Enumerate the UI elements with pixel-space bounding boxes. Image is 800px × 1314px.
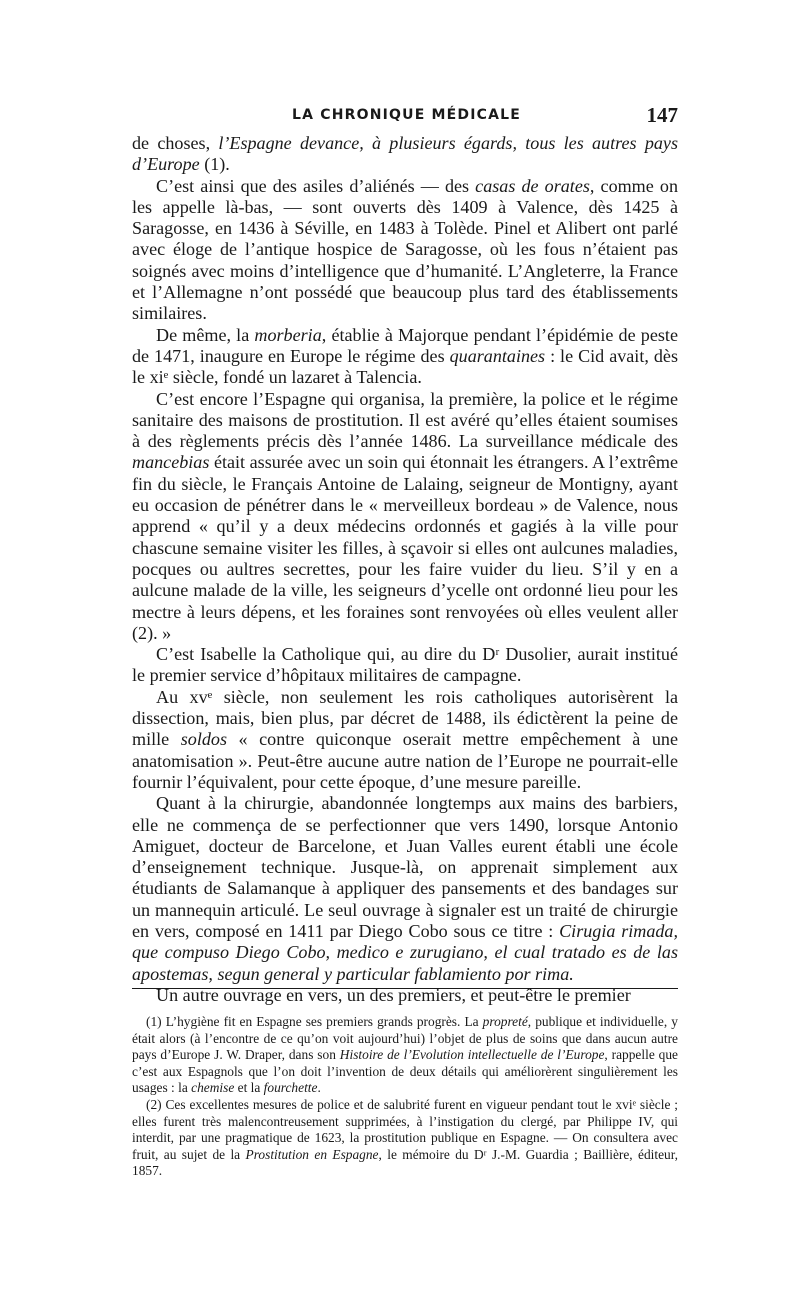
italic-run: fourchette bbox=[263, 1080, 318, 1096]
paragraph-6 bbox=[132, 687, 678, 793]
paragraph-3 bbox=[132, 325, 678, 389]
text-run: était assurée avec un soin qui étonnait les étrangers. A l’extrême fin du siècle, le Français Antoine de Lalaing, seigneur de Montigny, ayant eu occasion de pénétrer dans le « merveilleux bordeau » de Valence, nous apprend « qu’il y a deux médecins ordonnés et gagiés à la ville pour chascune semaine visiter les filles, à sçavoir si elles ont aulcunes maladies, pocques ou aultres secrettes, pour les faire vuider du lieu. S’il y en a aulcune malade de la ville, les seigneurs d’ycelle ont ordonné lieu pour les mectre à leurs dépens, et les foraines sont renvoyées où elles veulent aller (2). » bbox=[132, 452, 678, 643]
body-text bbox=[132, 133, 678, 1006]
page-header bbox=[132, 103, 678, 131]
italic-run: Prostitution en Espagne bbox=[245, 1146, 379, 1162]
paragraph-1 bbox=[132, 133, 678, 176]
text-run: C’est encore l’Espagne qui organisa, la première, la police et le régime sanitaire des maisons de prostitution. Il est avéré qu’elles étaient soumises à des règlements précis dès l’année 1486. La surveillance médicale des bbox=[132, 388, 678, 452]
text-run: C’est ainsi que des asiles d’aliénés — des bbox=[156, 175, 476, 196]
text-run: : le Cid avait, dès le xiᵉ siècle, fondé un lazaret à Talencia. bbox=[132, 345, 678, 388]
text-run: , publique et individuelle, y était alors (à l’encontre de ce qu’on voit aujourd’hui) l’objet de plus de soins que dans aucun autre pays d’Europe J. W. Draper, dans son bbox=[132, 1014, 678, 1063]
text-run: (1). bbox=[199, 154, 230, 175]
footnotes bbox=[132, 1014, 678, 1180]
text-run: Quant à la chirurgie, abandonnée longtemps aux mains des barbiers, elle ne commença de se perfectionner que vers 1490, lorsque Antonio Amiguet, docteur de Barcelone, et Juan Valles eurent établi une école d’enseignement technique. Jusque-là, on apprenait simplement aux étudiants de Salamanque à appliquer des pansements et des bandages sur un mannequin articulé. Le seul ouvrage à signaler est un traité de chirurgie en vers, composé en 1411 par Diego Cobo sous ce titre : bbox=[132, 793, 678, 941]
italic-run: quarantaines bbox=[449, 345, 546, 366]
paragraph-7 bbox=[132, 793, 678, 985]
italic-run: soldos bbox=[180, 729, 227, 750]
text-run: Au xvᵉ siècle, non seulement les rois catholiques autorisèrent la dissection, mais, bien plus, par décret de 1488, ils édictèrent la peine de mille bbox=[132, 686, 678, 750]
text-run: et la bbox=[234, 1080, 264, 1096]
paragraph-2 bbox=[132, 176, 678, 325]
footnote-divider bbox=[132, 988, 678, 989]
footnote-1 bbox=[132, 1014, 678, 1097]
paragraph-8: Un autre ouvrage en vers, un des premiers, et peut-être le premier bbox=[156, 984, 631, 1005]
text-run: , le mémoire du Dʳ J.-M. Guardia ; Baillière, éditeur, 1857. bbox=[132, 1146, 679, 1179]
text-run: (1) L’hygiène fit en Espagne ses premiers grands progrès. La bbox=[146, 1014, 483, 1029]
italic-run: mancebias bbox=[132, 452, 210, 473]
text-run: . bbox=[317, 1080, 321, 1096]
italic-run: l’Espagne devance, à plusieurs égards, tous les autres pays d’Europe bbox=[132, 133, 678, 175]
text-run: « contre quiconque oserait mettre empêchement à une anatomisation ». Peut-être aucune autre nation de l’Europe ne pourrait-elle fournir l’équivalent, pour cette époque, d’une mesure pareille. bbox=[132, 729, 678, 792]
text-run: De même, la bbox=[156, 324, 255, 345]
running-title: LA CHRONIQUE MÉDICALE bbox=[292, 107, 522, 123]
italic-run: Cirugia rimada, que compuso Diego Cobo, medico e zurugiano, el cual tratado es de las apostemas, segun general y particular fablamiento por rima. bbox=[132, 920, 678, 984]
text-run: (2) Ces excellentes mesures de police et de salubrité furent en vigueur pendant tout le xviᵉ siècle ; elles furent très malencontreusement supprimées, à l’instigation du clergé, par Philippe IV, qui interdit, par une pragmatique de 1623, la prostitution publique en Espagne. — On consultera avec fruit, au sujet de la bbox=[132, 1096, 678, 1162]
italic-run: propreté bbox=[482, 1014, 528, 1029]
italic-run: chemise bbox=[191, 1080, 235, 1096]
paragraph-4 bbox=[132, 389, 678, 645]
text-run: , comme on les appelle là-bas, — sont ouverts dès 1409 à Valence, dès 1425 à Saragosse, en 1436 à Séville, en 1483 à Tolède. Pinel et Alibert ont parlé avec éloge de l’antique hospice de Saragosse, où les fous n’étaient pas soignés avec moins d’intelligence que d’humanité. L’Angleterre, la France et l’Allemagne n’ont possédé que beaucoup plus tard des établissements similaires. bbox=[132, 175, 678, 324]
footnote-2 bbox=[132, 1097, 678, 1180]
italic-run: morberia bbox=[254, 324, 322, 345]
paragraph-5: C’est Isabelle la Catholique qui, au dire du Dʳ Dusolier, aurait institué le premier service d’hôpitaux militaires de campagne. bbox=[132, 644, 678, 686]
text-run: , établie à Majorque pendant l’épidémie de peste de 1471, inaugure en Europe le régime des bbox=[132, 324, 678, 366]
italic-run: casas de orates bbox=[475, 175, 590, 196]
italic-run: Histoire de l’Evolution intellectuelle de l’Europe bbox=[339, 1047, 605, 1063]
page-number: 147 bbox=[646, 103, 678, 127]
text-run: , rappelle que c’est aux Espagnols que l’on doit l’invention de deux détails qui améliorèrent singulièrement les usages : la bbox=[132, 1047, 678, 1096]
text-run: de choses, bbox=[132, 133, 219, 153]
